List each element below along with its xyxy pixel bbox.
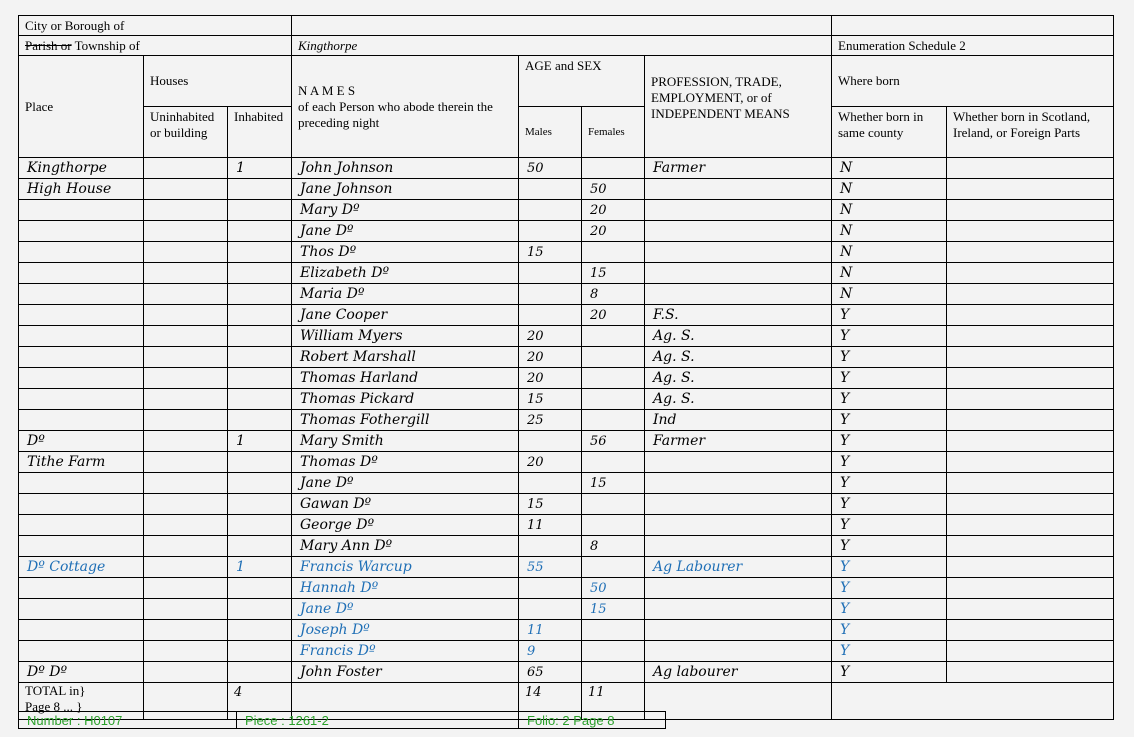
table-row [19,410,1114,431]
row-females: 50 [582,179,645,200]
row-name: George Dº [292,515,519,536]
row-scotland [947,662,1114,683]
row-place [19,284,144,305]
row-inhabited [228,410,292,431]
row-profession: Ind [645,410,832,431]
row-same-county: Y [832,305,947,326]
row-females [582,347,645,368]
table-row [19,221,1114,242]
row-scotland [947,305,1114,326]
row-uninhabited [144,179,228,200]
row-place [19,389,144,410]
row-profession [645,515,832,536]
row-females [582,326,645,347]
parish-label: Parish or [25,37,72,53]
row-females [582,557,645,578]
census-schedule [18,15,1113,720]
row-place [19,221,144,242]
row-name: Mary Dº [292,200,519,221]
row-profession [645,494,832,515]
row-place: Dº Dº [19,662,144,683]
row-females [582,515,645,536]
row-scotland [947,368,1114,389]
row-same-county: N [832,158,947,179]
row-name: Thomas Fothergill [292,410,519,431]
row-place [19,368,144,389]
row-scotland [947,494,1114,515]
row-inhabited [228,641,292,662]
row-uninhabited [144,515,228,536]
row-place [19,242,144,263]
census-rows [19,158,1114,683]
row-males: 11 [519,620,582,641]
row-scotland [947,179,1114,200]
row-place: Dº [19,431,144,452]
table-row [19,662,1114,683]
row-profession: Ag Labourer [645,557,832,578]
row-place [19,263,144,284]
table-row [19,641,1114,662]
footer-folio: Folio: 2 Page 8 [519,712,666,729]
row-females [582,452,645,473]
row-same-county: Y [832,431,947,452]
row-same-county: Y [832,578,947,599]
township-label-cell [19,36,292,56]
row-males: 20 [519,326,582,347]
row-name: Mary Smith [292,431,519,452]
row-uninhabited [144,410,228,431]
row-name: Elizabeth Dº [292,263,519,284]
table-row [19,578,1114,599]
row-males: 9 [519,641,582,662]
row-inhabited [228,473,292,494]
totals-males: 14 [519,683,582,720]
row-males: 20 [519,347,582,368]
row-scotland [947,536,1114,557]
row-males: 15 [519,494,582,515]
row-inhabited: 1 [228,557,292,578]
row-place [19,473,144,494]
row-name: John Johnson [292,158,519,179]
row-place [19,599,144,620]
row-name: Jane Cooper [292,305,519,326]
row-profession: Ag. S. [645,347,832,368]
table-row [19,158,1114,179]
table-row [19,242,1114,263]
row-females [582,242,645,263]
row-females [582,662,645,683]
row-name: Thos Dº [292,242,519,263]
row-inhabited [228,347,292,368]
row-name: Jane Johnson [292,179,519,200]
row-name: Thomas Harland [292,368,519,389]
row-profession: Ag labourer [645,662,832,683]
names-title: N A M E S [298,82,356,98]
row-profession [645,578,832,599]
row-inhabited [228,263,292,284]
row-inhabited [228,494,292,515]
row-females [582,389,645,410]
row-same-county: N [832,263,947,284]
row-same-county: N [832,179,947,200]
col-males: Males [519,107,582,158]
row-males [519,200,582,221]
row-name: Robert Marshall [292,347,519,368]
row-profession [645,641,832,662]
row-place [19,200,144,221]
footer-number: Number : H0107 [19,712,237,729]
row-scotland [947,347,1114,368]
row-males: 20 [519,368,582,389]
row-uninhabited [144,221,228,242]
row-name: Jane Dº [292,221,519,242]
row-name: Francis Dº [292,641,519,662]
row-place: Tithe Farm [19,452,144,473]
col-where-born: Where born [832,56,1114,107]
row-scotland [947,158,1114,179]
row-uninhabited [144,473,228,494]
row-scotland [947,263,1114,284]
row-inhabited [228,452,292,473]
row-profession [645,620,832,641]
row-uninhabited [144,620,228,641]
totals-females: 11 [582,683,645,720]
row-males [519,599,582,620]
row-males: 15 [519,389,582,410]
table-row [19,620,1114,641]
row-uninhabited [144,599,228,620]
row-same-county: Y [832,347,947,368]
row-profession [645,284,832,305]
census-table [18,15,1114,720]
city-value [292,16,832,36]
row-place: Dº Cottage [19,557,144,578]
table-row [19,347,1114,368]
row-males: 20 [519,452,582,473]
row-inhabited [228,620,292,641]
row-same-county: N [832,221,947,242]
row-uninhabited [144,389,228,410]
row-inhabited [228,578,292,599]
row-females: 20 [582,200,645,221]
row-same-county: Y [832,599,947,620]
row-scotland [947,557,1114,578]
row-females: 15 [582,599,645,620]
row-males [519,284,582,305]
col-names [292,56,519,158]
row-uninhabited [144,452,228,473]
row-males [519,431,582,452]
row-place [19,641,144,662]
table-row [19,557,1114,578]
row-scotland [947,389,1114,410]
row-profession: Ag. S. [645,368,832,389]
row-place [19,494,144,515]
row-profession [645,473,832,494]
row-uninhabited [144,557,228,578]
table-row [19,368,1114,389]
table-row [19,200,1114,221]
row-place: High House [19,179,144,200]
totals-label-line1: TOTAL in} [25,683,86,698]
row-females [582,158,645,179]
row-males: 55 [519,557,582,578]
schedule-label: Enumeration Schedule 2 [832,36,1114,56]
row-males [519,473,582,494]
row-profession [645,221,832,242]
row-profession: Ag. S. [645,389,832,410]
row-uninhabited [144,263,228,284]
col-profession: PROFESSION, TRADE, EMPLOYMENT, or of INDEPENDENT MEANS [645,56,832,158]
row-inhabited: 1 [228,431,292,452]
row-inhabited [228,200,292,221]
row-place [19,536,144,557]
row-uninhabited [144,305,228,326]
row-scotland [947,620,1114,641]
row-females: 15 [582,473,645,494]
row-females: 20 [582,305,645,326]
row-name: Jane Dº [292,473,519,494]
township-label: Township of [74,37,140,53]
row-profession [645,536,832,557]
row-males: 65 [519,662,582,683]
row-profession [645,263,832,284]
row-scotland [947,599,1114,620]
row-same-county: Y [832,494,947,515]
row-uninhabited [144,431,228,452]
row-inhabited [228,284,292,305]
totals-where-born [832,683,1114,720]
row-profession [645,599,832,620]
row-profession: Farmer [645,158,832,179]
row-same-county: Y [832,662,947,683]
col-age-sex: AGE and SEX [519,56,645,107]
row-inhabited [228,305,292,326]
row-name: John Foster [292,662,519,683]
row-name: Jane Dº [292,599,519,620]
row-name: Gawan Dº [292,494,519,515]
table-row [19,305,1114,326]
table-row [19,473,1114,494]
table-row [19,326,1114,347]
row-place [19,410,144,431]
row-uninhabited [144,347,228,368]
row-same-county: Y [832,515,947,536]
row-place [19,347,144,368]
table-row [19,263,1114,284]
totals-label-line2: Page 8 ... } [25,699,83,714]
row-inhabited [228,662,292,683]
row-uninhabited [144,368,228,389]
row-males [519,578,582,599]
row-males [519,263,582,284]
row-scotland [947,200,1114,221]
table-row [19,494,1114,515]
row-same-county: Y [832,620,947,641]
city-extra [832,16,1114,36]
row-uninhabited [144,326,228,347]
row-same-county: Y [832,452,947,473]
row-place [19,326,144,347]
row-males: 50 [519,158,582,179]
row-males [519,536,582,557]
row-inhabited [228,599,292,620]
row-males: 25 [519,410,582,431]
col-uninhabited: Uninhabited or building [144,107,228,158]
city-label: City or Borough of [19,16,292,36]
row-scotland [947,578,1114,599]
col-scotland: Whether born in Scotland, Ireland, or Foreign Parts [947,107,1114,158]
row-scotland [947,452,1114,473]
footer-piece: Piece : 1261-2 [237,712,519,729]
row-inhabited: 1 [228,158,292,179]
row-males [519,305,582,326]
row-scotland [947,641,1114,662]
table-row [19,515,1114,536]
totals-profession [645,683,832,720]
row-uninhabited [144,158,228,179]
row-females: 50 [582,578,645,599]
row-scotland [947,515,1114,536]
row-same-county: Y [832,389,947,410]
row-profession [645,452,832,473]
row-name: Mary Ann Dº [292,536,519,557]
table-row [19,179,1114,200]
col-same-county: Whether born in same county [832,107,947,158]
row-uninhabited [144,494,228,515]
row-uninhabited [144,536,228,557]
totals-inhabited: 4 [228,683,292,720]
row-same-county: N [832,200,947,221]
row-males: 15 [519,242,582,263]
row-name: William Myers [292,326,519,347]
col-inhabited: Inhabited [228,107,292,158]
row-scotland [947,242,1114,263]
row-females [582,620,645,641]
row-females: 8 [582,536,645,557]
row-females [582,368,645,389]
row-inhabited [228,389,292,410]
row-females [582,410,645,431]
row-same-county: Y [832,326,947,347]
row-name: Joseph Dº [292,620,519,641]
table-row [19,284,1114,305]
row-uninhabited [144,641,228,662]
row-females [582,641,645,662]
row-place [19,578,144,599]
row-inhabited [228,536,292,557]
row-same-county: Y [832,641,947,662]
row-males [519,221,582,242]
row-inhabited [228,221,292,242]
row-name: Francis Warcup [292,557,519,578]
table-row [19,431,1114,452]
row-uninhabited [144,578,228,599]
row-same-county: Y [832,557,947,578]
row-name: Thomas Pickard [292,389,519,410]
row-place: Kingthorpe [19,158,144,179]
row-inhabited [228,326,292,347]
table-row [19,452,1114,473]
row-name: Hannah Dº [292,578,519,599]
row-profession: Ag. S. [645,326,832,347]
row-name: Thomas Dº [292,452,519,473]
row-females [582,494,645,515]
row-scotland [947,284,1114,305]
row-females: 8 [582,284,645,305]
township-value: Kingthorpe [292,36,832,56]
row-scotland [947,326,1114,347]
row-place [19,515,144,536]
col-place: Place [19,56,144,158]
row-scotland [947,221,1114,242]
row-profession: F.S. [645,305,832,326]
row-males [519,179,582,200]
row-profession [645,242,832,263]
row-profession [645,200,832,221]
row-name: Maria Dº [292,284,519,305]
row-inhabited [228,242,292,263]
row-inhabited [228,515,292,536]
row-same-county: Y [832,473,947,494]
row-same-county: N [832,284,947,305]
names-subtitle: of each Person who abode therein the preceding night [298,98,493,130]
row-inhabited [228,368,292,389]
row-profession: Farmer [645,431,832,452]
row-scotland [947,431,1114,452]
row-uninhabited [144,662,228,683]
row-same-county: Y [832,368,947,389]
row-place [19,620,144,641]
row-females: 15 [582,263,645,284]
row-uninhabited [144,242,228,263]
table-row [19,536,1114,557]
row-females: 56 [582,431,645,452]
row-profession [645,179,832,200]
reference-footer [18,711,665,729]
row-scotland [947,410,1114,431]
row-uninhabited [144,284,228,305]
col-females: Females [582,107,645,158]
row-scotland [947,473,1114,494]
row-males: 11 [519,515,582,536]
table-row [19,389,1114,410]
row-females: 20 [582,221,645,242]
row-place [19,305,144,326]
row-uninhabited [144,200,228,221]
row-same-county: Y [832,410,947,431]
table-row [19,599,1114,620]
col-houses: Houses [144,56,292,107]
row-inhabited [228,179,292,200]
row-same-county: N [832,242,947,263]
row-same-county: Y [832,536,947,557]
